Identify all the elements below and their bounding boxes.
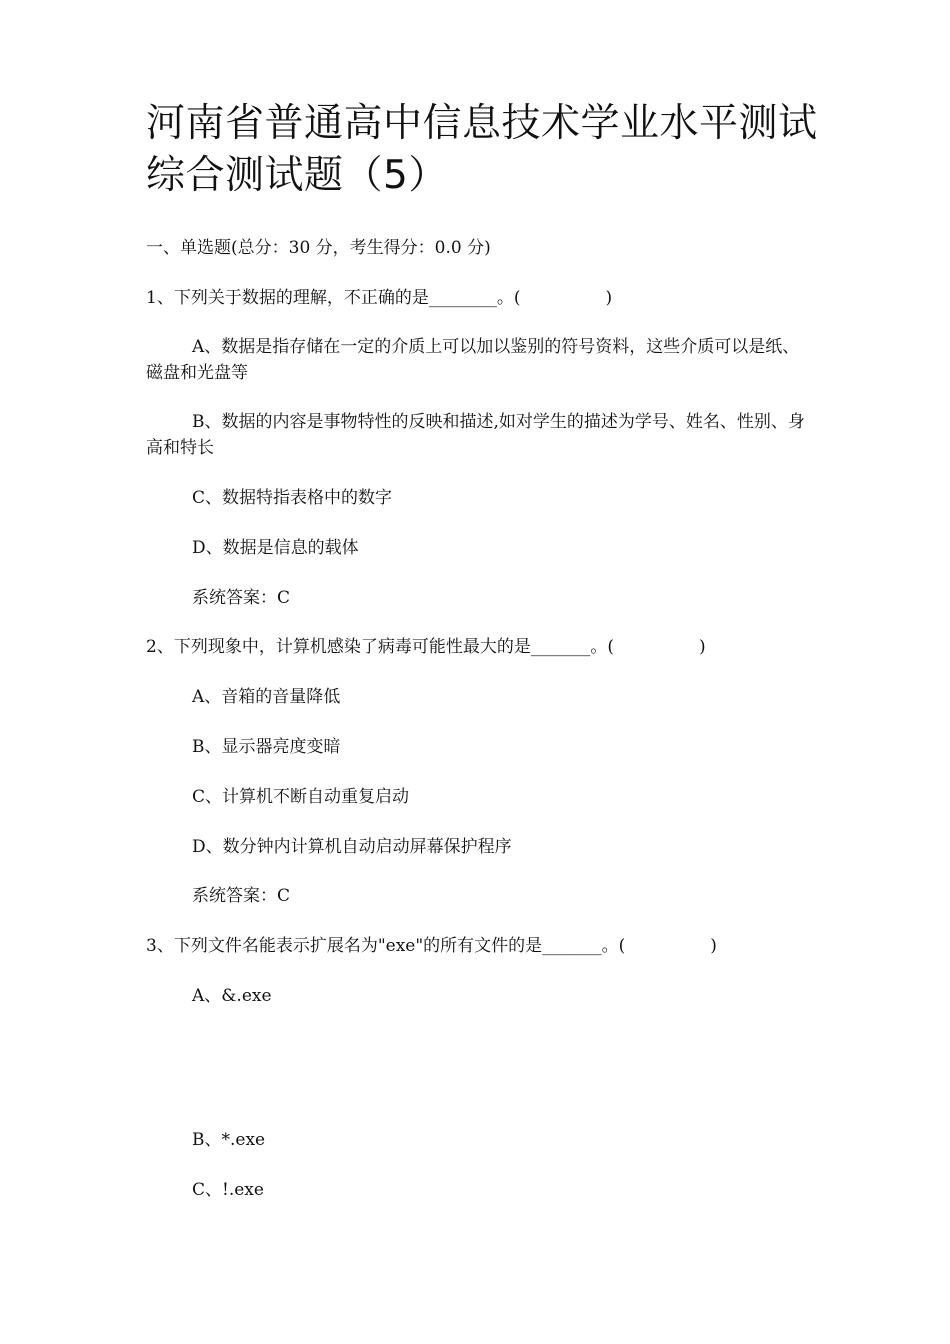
option-1a: A、数据是指存储在一定的介质上可以加以鉴别的符号资料，这些介质可以是纸、磁盘和光盘等 — [146, 337, 800, 383]
option-2a: A、音箱的音量降低 — [192, 687, 341, 707]
section-heading: 一、单选题(总分：30 分，考生得分：0.0 分) — [146, 238, 491, 258]
option-2b: B、显示器亮度变暗 — [192, 737, 341, 757]
option-3b: B、*.exe — [192, 1130, 266, 1150]
option-3a: A、&.exe — [192, 986, 272, 1006]
answer-2: 系统答案：C — [192, 886, 291, 906]
question-stem-1: 1、下列关于数据的理解，不正确的是________。( ) — [146, 288, 613, 308]
question-stem-2: 2、下列现象中，计算机感染了病毒可能性最大的是_______。( ) — [146, 637, 706, 657]
question-stem-3: 3、下列文件名能表示扩展名为"exe"的所有文件的是_______。( ) — [146, 936, 717, 956]
option-1c: C、数据特指表格中的数字 — [192, 488, 393, 508]
option-3c: C、!.exe — [192, 1180, 264, 1200]
answer-1: 系统答案：C — [192, 588, 291, 608]
option-2d: D、数分钟内计算机自动启动屏幕保护程序 — [192, 837, 512, 857]
option-1d: D、数据是信息的载体 — [192, 538, 359, 558]
option-2c: C、计算机不断自动重复启动 — [192, 787, 410, 807]
document-title: 河南省普通高中信息技术学业水平测试综合测试题（5） — [146, 101, 818, 198]
option-1b: B、数据的内容是事物特性的反映和描述,如对学生的描述为学号、姓名、性别、身高和特长 — [146, 412, 805, 458]
